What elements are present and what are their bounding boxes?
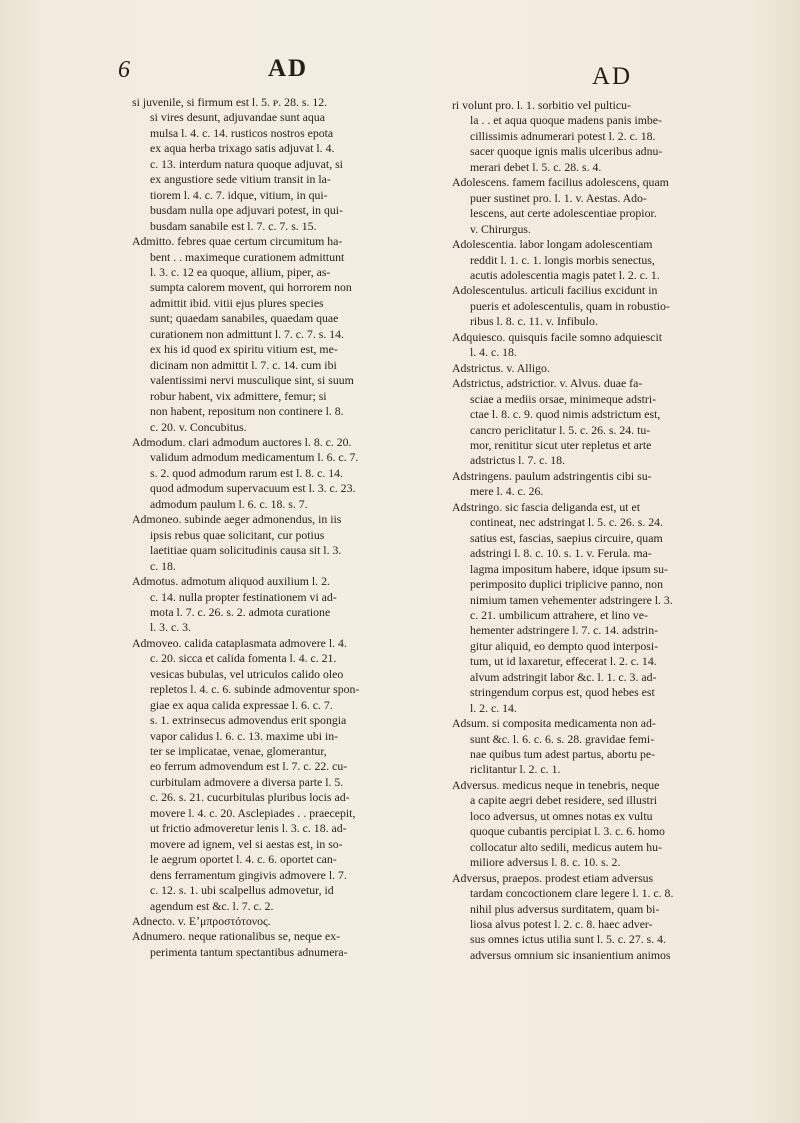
dictionary-entry [452,376,748,469]
text-line: sacer quoque ignis malis ulceribus adnu- [470,144,663,159]
text-line: c. 18. [150,558,176,573]
text-line: laetitiae quam solicitudinis causa sit l. 3. [150,543,342,558]
text-line: cillissimis adnumerari potest l. 2. c. 18. [470,128,656,143]
running-headword-left: AD [268,55,309,82]
dictionary-entry [132,574,424,636]
text-line: movere l. 4. c. 20. Asclepiades . . praecepit, [150,805,356,820]
dictionary-entry [452,283,748,329]
text-line: Adstringens. paulum adstringentis cibi su- [452,468,652,483]
dictionary-entry [132,234,424,435]
text-line: mor, renititur sicut uter repletus et arte [470,437,652,452]
text-line: reddit l. 1. c. 1. longis morbis senectus, [470,252,655,267]
text-line: adstringi l. 8. c. 10. s. 1. v. Ferula. ma- [470,546,652,561]
text-line: l. 3. c. 12 ea quoque, allium, piper, as- [150,264,331,279]
text-line: l. 2. c. 14. [470,700,517,715]
text-line: busdam sanabile est l. 7. c. 7. s. 15. [150,218,317,233]
text-line: contineat, nec adstringat l. 5. c. 26. s. 24. [470,515,663,530]
text-line: Adnumero. neque rationalibus se, neque ex- [132,929,341,944]
text-line: sumpta calorem movent, qui horrorem non [150,280,352,295]
text-line: si juvenile, si firmum est l. 5. ᴘ. 28. s. 12. [132,95,328,109]
text-line: ex angustiore sede vitium transit in la- [150,172,331,187]
text-line: eo ferrum admovendum est l. 7. c. 22. cu- [150,759,348,774]
text-line: movere ad ignem, vel si aestas est, in so- [150,836,343,851]
running-headword-right: AD [592,63,633,90]
text-line: mere l. 4. c. 26. [470,484,544,499]
text-line: robur habent, vix admittere, femur; si [150,388,327,403]
text-line: s. 1. extrinsecus admovendus erit spongia [150,713,347,728]
text-line: adstrictus l. 7. c. 18. [470,453,566,468]
entry-continuation [452,98,748,175]
dictionary-entry [132,929,424,960]
text-line: quoque cubantis percipiat l. 3. c. 6. homo [470,824,665,839]
text-line: ex aqua herba trixago satis adjuvat l. 4. [150,141,335,156]
text-line: c. 20. sicca et calida fomenta l. 4. c. 21. [150,651,337,666]
text-line: adversus omnium sic insanientium animos [470,947,671,962]
text-line: gitur aliquid, eo dempto quod interposi- [470,638,659,653]
text-line: liosa alvus potest l. 2. c. 8. haec adver- [470,917,653,932]
text-line: bent . . maximeque curationem admittunt [150,249,345,264]
text-line: ctae l. 8. c. 9. quod nimis adstrictum est, [470,407,661,422]
text-line: lescens, aut certe adolescentiae propior. [470,206,657,221]
text-line: hementer adstringere l. 7. c. 14. adstrin- [470,623,659,638]
text-line: nihil plus adversus surditatem, quam bi- [470,901,660,916]
text-line: c. 12. s. 1. ubi scalpellus admovetur, id [150,883,334,898]
text-line: c. 26. s. 21. cucurbitulas pluribus locis ad- [150,790,350,805]
text-line: dens ferramentum gingivis admovere l. 7. [150,867,347,882]
text-line: Adversus. medicus neque in tenebris, neque [452,777,660,792]
text-line: tiorem l. 4. c. 7. idque, vitium, in qui- [150,187,328,202]
text-line: nimium tamen vehementer adstringere l. 3. [470,592,673,607]
dictionary-entry [452,237,748,283]
text-line: Admotus. admotum aliquod auxilium l. 2. [132,574,330,589]
dictionary-entry [132,435,424,512]
text-line: riclitantur l. 2. c. 1. [470,762,561,777]
text-line: admodum paulum l. 6. c. 18. s. 7. [150,496,308,511]
page-header [0,55,800,91]
text-line: pueris et adolescentulis, quam in robustio- [470,298,670,313]
text-line: perimposito duplici triplicive panno, non [470,577,663,592]
page-number: 6 [118,57,130,83]
text-line: tum, ut id laxaretur, effecerat l. 2. c. 14. [470,654,657,669]
text-line: Adversus, praepos. prodest etiam adversus [452,870,654,885]
text-line: vapor calidus l. 6. c. 13. maxime ubi in- [150,728,339,743]
dictionary-entry [132,914,424,929]
text-line: sciae a mediis orsae, minimeque adstri- [470,391,657,406]
text-line: Admodum. clari admodum auctores l. 8. c. 20. [132,434,352,449]
left-column [132,95,424,1105]
text-line: c. 13. interdum natura quoque adjuvat, si [150,156,343,171]
text-line: curationem non admittunt l. 7. c. 7. s. 14. [150,326,344,341]
text-line: ter se implicatae, venae, glomerantur, [150,744,327,759]
text-line: miliore adversus l. 8. c. 10. s. 2. [470,855,621,870]
text-line: giae ex aqua calida expressae l. 6. c. 7. [150,697,333,712]
text-line: acutis adolescentia magis patet l. 2. c. 1. [470,267,660,282]
text-line: vesicas bubulas, vel utriculos calido oleo [150,666,344,681]
text-line: stringendum corpus est, quod hebes est [470,685,655,700]
dictionary-entry [452,716,748,778]
text-line: Admoneo. subinde aeger admonendus, in iis [132,512,342,527]
text-line: curbitulam admovere a diversa parte l. 5. [150,774,344,789]
text-line: repletos l. 4. c. 6. subinde admoventur spon- [150,682,360,697]
text-line: alvum adstringit labor &c. l. 1. c. 3. ad- [470,669,657,684]
text-line: perimenta tantum spectantibus adnumera- [150,944,348,959]
text-line: si vires desunt, adjuvandae sunt aqua [150,110,325,125]
text-line: agendum est &c. l. 7. c. 2. [150,898,274,913]
text-line: sunt &c. l. 6. c. 6. s. 28. gravidae femi- [470,731,655,746]
text-line: la . . et aqua quoque madens panis imbe- [470,113,662,128]
dictionary-entry [452,330,748,361]
text-line: merari debet l. 5. c. 28. s. 4. [470,159,602,174]
text-line: le aegrum oportet l. 4. c. 6. oportet can- [150,852,337,867]
text-line: c. 21. umbilicum attrahere, et lino ve- [470,607,648,622]
text-line: admittit ibid. vitii ejus plures species [150,295,324,310]
text-line: puer sustinet pro. l. 1. v. Aestas. Ado- [470,190,647,205]
right-column [452,98,748,1108]
dictionary-entry [452,500,748,716]
text-line: Adnecto. v. Εʼμπροστότονος. [132,914,271,929]
text-line: c. 20. v. Concubitus. [150,419,247,434]
dictionary-entry [132,512,424,574]
text-line: nae quibus tum adest partus, abortu pe- [470,747,656,762]
text-line: loco adversus, ut omnes notas ex vultu [470,808,653,823]
dictionary-entry [452,871,748,964]
text-line: Adquiesco. quisquis facile somno adquiescit [452,329,663,344]
text-line: Adolescens. famem facilius adolescens, quam [452,175,669,190]
text-line: mulsa l. 4. c. 14. rusticos nostros epota [150,125,334,140]
text-line: dicinam non admittit l. 7. c. 14. cum ibi [150,357,337,372]
text-line: ipsis rebus quae solicitant, cur potius [150,527,325,542]
text-line: Adstringo. sic fascia deliganda est, ut et [452,499,641,514]
text-line: collocatur alto sedili, medicus autem hu- [470,839,662,854]
text-line: Admitto. febres quae certum circumitum ha- [132,234,343,249]
dictionary-entry [452,175,748,237]
text-line: Adstrictus, adstrictior. v. Alvus. duae fa- [452,376,643,391]
text-line: cancro periclitatur l. 5. c. 26. s. 24. tu- [470,422,651,437]
text-line: sus omnes ictus utilia sunt l. 5. c. 27. s. 4. [470,932,666,947]
text-line: ut frictio admoveretur lenis l. 3. c. 18. ad- [150,821,347,836]
text-line: non habent, repositum non continere l. 8. [150,404,344,419]
text-line: lagma impositum habere, idque ipsum su- [470,561,668,576]
text-line: ribus l. 8. c. 11. v. Infibulo. [470,314,598,329]
dictionary-entry [452,361,748,376]
text-line: validum admodum medicamentum l. 6. c. 7. [150,450,359,465]
text-line: quod admodum supervacuum est l. 3. c. 23. [150,481,356,496]
text-line: sunt; quaedam sanabiles, quaedam quae [150,311,339,326]
text-line: v. Chirurgus. [470,221,531,236]
text-line: Admoveo. calida cataplasmata admovere l. 4. [132,635,347,650]
dictionary-entry [452,469,748,500]
text-line: a capite aegri debet residere, sed illustri [470,793,658,808]
text-line: c. 14. nulla propter festinationem vi ad- [150,589,337,604]
text-line: Adolescentulus. articuli facilius excidunt in [452,283,658,298]
dictionary-entry [132,636,424,914]
entry-continuation [132,95,424,234]
text-line: tardam concoctionem clare legere l. 1. c. 8. [470,886,674,901]
text-line: ex his id quod ex spiritu vitium est, me- [150,342,338,357]
text-line: Adsum. si composita medicamenta non ad- [452,716,656,731]
text-line: satius est, fascias, saepius circuire, quam [470,530,663,545]
text-line: valentissimi nervi musculique sint, si suum [150,373,354,388]
text-line: Adolescentia. labor longam adolescentiam [452,237,653,252]
text-line: busdam nulla ope adjuvari potest, in qui- [150,203,343,218]
dictionary-entry [452,778,748,871]
text-line: l. 3. c. 3. [150,620,191,635]
text-line: l. 4. c. 18. [470,345,517,360]
text-line: mota l. 7. c. 26. s. 2. admota curatione [150,604,331,619]
text-line: ri volunt pro. l. 1. sorbitio vel pulticu- [452,98,631,112]
text-line: Adstrictus. v. Alligo. [452,360,550,375]
text-line: s. 2. quod admodum rarum est l. 8. c. 14. [150,465,343,480]
